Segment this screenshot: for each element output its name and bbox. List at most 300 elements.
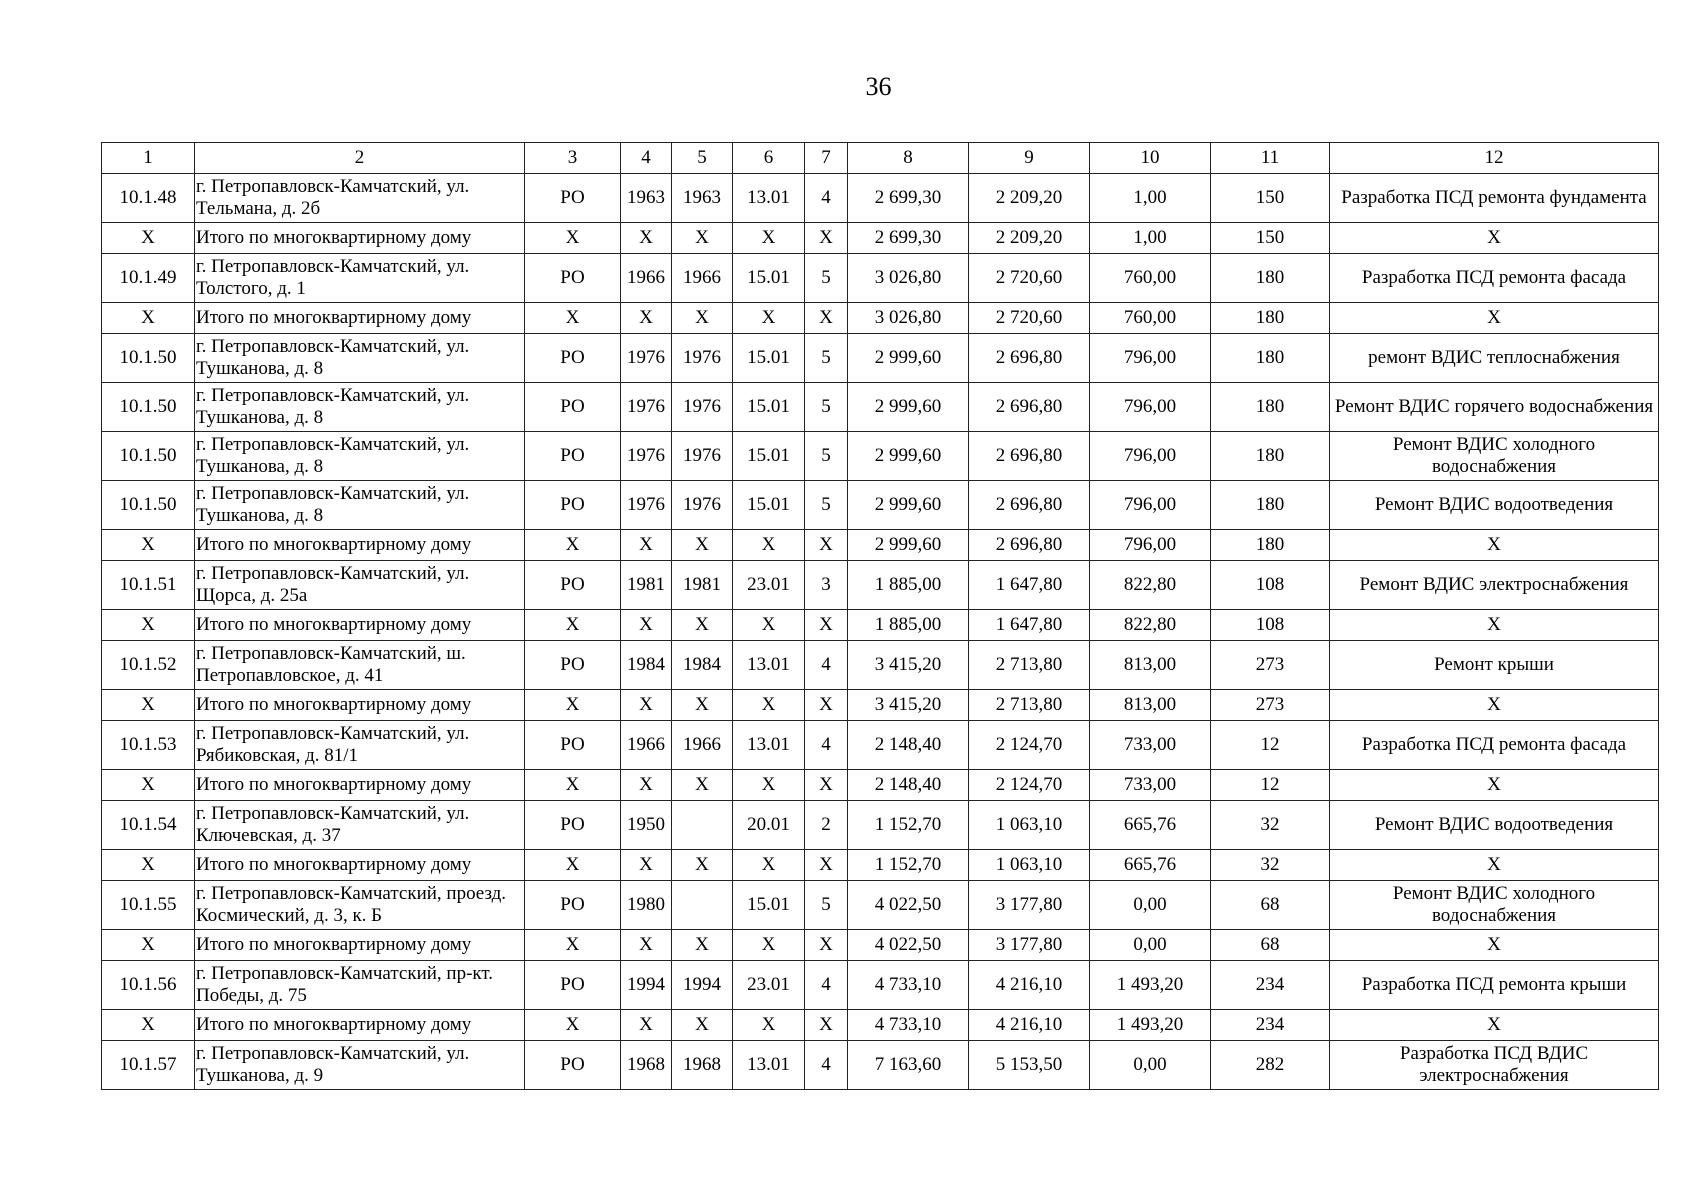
table-cell: X [805,1010,848,1041]
table-cell: 1984 [672,641,733,690]
table-cell: X [621,1010,672,1041]
table-cell: 1966 [621,721,672,770]
table-cell: X [733,770,805,801]
table-cell: РО [525,334,621,383]
table-cell: 10.1.56 [102,961,195,1010]
table-cell: 1950 [621,801,672,850]
table-cell: X [672,690,733,721]
table-cell: РО [525,881,621,930]
work-type-cell: Ремонт ВДИС водоотведения [1330,801,1659,850]
table-row [102,881,1659,930]
table-cell: 180 [1211,432,1330,481]
table-cell: 1 493,20 [1090,1010,1211,1041]
table-cell: 4 733,10 [848,1010,969,1041]
table-cell: 13.01 [733,721,805,770]
table-cell: X [525,223,621,254]
table-cell: 1976 [672,432,733,481]
table-cell: 2 696,80 [969,481,1090,530]
table-cell: X [525,1010,621,1041]
table-cell: X [733,850,805,881]
total-row [102,930,1659,961]
table-cell: 813,00 [1090,641,1211,690]
table-cell: X [733,690,805,721]
table-cell: X [805,850,848,881]
column-header: 4 [621,143,672,174]
table-cell: X [102,530,195,561]
address-cell: Итого по многоквартирному дому [195,770,525,801]
table-cell: X [672,850,733,881]
table-cell: 23.01 [733,561,805,610]
column-header: 10 [1090,143,1211,174]
table-header-row [102,143,1659,174]
address-cell: г. Петропавловск-Камчатский, ул. Тушканова, д. 8 [195,334,525,383]
column-header: 11 [1211,143,1330,174]
table-cell: 822,80 [1090,610,1211,641]
column-header: 9 [969,143,1090,174]
table-cell: X [525,850,621,881]
address-cell: Итого по многоквартирному дому [195,530,525,561]
work-type-cell: Ремонт ВДИС электроснабжения [1330,561,1659,610]
table-cell: 5 [805,334,848,383]
table-cell: X [805,530,848,561]
table-cell: X [672,303,733,334]
table-cell: 2 999,60 [848,383,969,432]
table-cell: 234 [1211,961,1330,1010]
total-row [102,303,1659,334]
table-cell: 7 163,60 [848,1041,969,1090]
table-cell: 108 [1211,561,1330,610]
table-cell: X [621,303,672,334]
table-cell: 2 720,60 [969,303,1090,334]
table-cell: РО [525,721,621,770]
table-cell: 0,00 [1090,930,1211,961]
table-cell: 32 [1211,801,1330,850]
table-cell: 1976 [672,481,733,530]
table-cell: 4 216,10 [969,1010,1090,1041]
table-cell: 1966 [621,254,672,303]
table-cell: X [525,930,621,961]
work-type-cell: Разработка ПСД ВДИС электроснабжения [1330,1041,1659,1090]
table-cell: 4 733,10 [848,961,969,1010]
table-cell: X [102,303,195,334]
table-cell: 1963 [672,174,733,223]
table-cell: 180 [1211,530,1330,561]
total-row [102,610,1659,641]
work-type-cell: ремонт ВДИС теплоснабжения [1330,334,1659,383]
table-cell: 1 647,80 [969,610,1090,641]
table-cell: 1 152,70 [848,850,969,881]
address-cell: г. Петропавловск-Камчатский, ул. Тушканова, д. 9 [195,1041,525,1090]
table-cell: 10.1.54 [102,801,195,850]
table-cell: 1981 [621,561,672,610]
table-cell: 32 [1211,850,1330,881]
table-cell: 10.1.50 [102,481,195,530]
table-cell: 1976 [621,334,672,383]
total-row [102,530,1659,561]
table-cell: X [525,530,621,561]
table-row [102,641,1659,690]
table-body [102,174,1659,1090]
table-cell: 5 [805,881,848,930]
table-cell: X [805,223,848,254]
table-cell: 1,00 [1090,174,1211,223]
table-cell: 822,80 [1090,561,1211,610]
table-cell: 273 [1211,690,1330,721]
table-cell: 2 696,80 [969,530,1090,561]
table-cell: 1 885,00 [848,561,969,610]
table-cell: 3 [805,561,848,610]
table-row [102,801,1659,850]
table-cell: 1966 [672,254,733,303]
table-cell: 15.01 [733,334,805,383]
table-cell: X [805,303,848,334]
table-cell: X [672,770,733,801]
table-cell: 5 153,50 [969,1041,1090,1090]
page-number: 36 [865,72,892,101]
table-cell: X [525,610,621,641]
table-cell: X [672,530,733,561]
table-cell: 10.1.53 [102,721,195,770]
table-cell: X [672,610,733,641]
table-cell: X [805,610,848,641]
table-cell: 2 713,80 [969,641,1090,690]
address-cell: г. Петропавловск-Камчатский, ул. Щорса, д. 25а [195,561,525,610]
table-cell: 23.01 [733,961,805,1010]
table-cell: РО [525,481,621,530]
table-row [102,174,1659,223]
table-cell [672,801,733,850]
table-cell: РО [525,254,621,303]
table-cell: 665,76 [1090,850,1211,881]
table-cell: X [621,610,672,641]
table-cell: 760,00 [1090,303,1211,334]
column-header: 5 [672,143,733,174]
table-cell: 796,00 [1090,481,1211,530]
table-cell: X [621,770,672,801]
table-cell: X [672,1010,733,1041]
column-header: 1 [102,143,195,174]
table-cell: 4 022,50 [848,881,969,930]
table-cell: 150 [1211,223,1330,254]
table-cell: 3 026,80 [848,254,969,303]
table-cell: X [621,530,672,561]
table-cell: 180 [1211,481,1330,530]
total-row [102,850,1659,881]
table-cell: 733,00 [1090,721,1211,770]
table-cell: 1976 [621,432,672,481]
table-cell: 2 696,80 [969,432,1090,481]
table-cell: 10.1.51 [102,561,195,610]
table-cell: 10.1.49 [102,254,195,303]
address-cell: г. Петропавловск-Камчатский, ул. Рябиковская, д. 81/1 [195,721,525,770]
table-cell: 15.01 [733,432,805,481]
table-cell: X [102,930,195,961]
work-type-cell: X [1330,850,1659,881]
table-cell: 2 999,60 [848,432,969,481]
table-cell: 1 063,10 [969,801,1090,850]
work-type-cell: Разработка ПСД ремонта фасада [1330,721,1659,770]
table-cell: 4 [805,1041,848,1090]
work-type-cell: Ремонт крыши [1330,641,1659,690]
column-header: 6 [733,143,805,174]
table-cell: 1 493,20 [1090,961,1211,1010]
table-cell: 282 [1211,1041,1330,1090]
table-cell: 10.1.50 [102,383,195,432]
table-cell: 4 [805,721,848,770]
table-row [102,334,1659,383]
table-cell: 3 026,80 [848,303,969,334]
table-cell: 180 [1211,303,1330,334]
table-cell: 1976 [621,481,672,530]
table-row [102,721,1659,770]
table-cell: 0,00 [1090,881,1211,930]
table-cell: 1 647,80 [969,561,1090,610]
table-cell: X [102,610,195,641]
work-type-cell: X [1330,303,1659,334]
table-cell: 2 999,60 [848,530,969,561]
table-cell: X [805,770,848,801]
table-cell: 665,76 [1090,801,1211,850]
table-cell: 10.1.57 [102,1041,195,1090]
column-header: 8 [848,143,969,174]
table-cell: X [621,930,672,961]
column-header: 7 [805,143,848,174]
table-cell: 2 699,30 [848,223,969,254]
table-cell: X [102,223,195,254]
address-cell: Итого по многоквартирному дому [195,1010,525,1041]
address-cell: Итого по многоквартирному дому [195,223,525,254]
column-header: 3 [525,143,621,174]
table-cell: 2 713,80 [969,690,1090,721]
table-cell: 13.01 [733,641,805,690]
table-cell: 5 [805,383,848,432]
table-cell: 2 124,70 [969,770,1090,801]
table-cell: 1 152,70 [848,801,969,850]
table-cell: 1963 [621,174,672,223]
table-cell: 4 [805,641,848,690]
table-cell: 733,00 [1090,770,1211,801]
table-cell: 4 [805,174,848,223]
table-cell: 760,00 [1090,254,1211,303]
table-cell: РО [525,1041,621,1090]
table-cell: X [102,850,195,881]
table-row [102,961,1659,1010]
address-cell: г. Петропавловск-Камчатский, ш. Петропавловское, д. 41 [195,641,525,690]
table-cell: 2 696,80 [969,334,1090,383]
address-cell: Итого по многоквартирному дому [195,610,525,641]
table-cell: 1994 [672,961,733,1010]
table-cell: 12 [1211,721,1330,770]
table-cell: 15.01 [733,254,805,303]
table-cell: 234 [1211,1010,1330,1041]
table-cell: X [805,690,848,721]
table-cell: 13.01 [733,1041,805,1090]
table-cell: X [733,1010,805,1041]
table-cell: X [102,770,195,801]
table-cell: РО [525,383,621,432]
table-cell: РО [525,961,621,1010]
table-cell: 1,00 [1090,223,1211,254]
table-cell: 20.01 [733,801,805,850]
table-cell: 4 022,50 [848,930,969,961]
work-type-cell: Ремонт ВДИС водоотведения [1330,481,1659,530]
table-cell: 5 [805,254,848,303]
address-cell: Итого по многоквартирному дому [195,690,525,721]
work-type-cell: Ремонт ВДИС холодного водоснабжения [1330,432,1659,481]
table-cell: РО [525,561,621,610]
table-cell: 2 209,20 [969,223,1090,254]
table-cell: 3 177,80 [969,881,1090,930]
table-cell: 180 [1211,383,1330,432]
table-cell: 796,00 [1090,334,1211,383]
table-cell: X [525,690,621,721]
address-cell: г. Петропавловск-Камчатский, ул. Тушканова, д. 8 [195,383,525,432]
address-cell: Итого по многоквартирному дому [195,850,525,881]
table-cell: РО [525,432,621,481]
table-cell: 10.1.50 [102,334,195,383]
total-row [102,690,1659,721]
table-cell: 273 [1211,641,1330,690]
address-cell: г. Петропавловск-Камчатский, ул. Тушканова, д. 8 [195,432,525,481]
table-cell: 1984 [621,641,672,690]
table-cell: X [672,930,733,961]
table-cell: 1976 [672,383,733,432]
table-cell: 3 415,20 [848,690,969,721]
table-row [102,481,1659,530]
table-cell: 5 [805,432,848,481]
work-type-cell: X [1330,690,1659,721]
table-cell: 10.1.55 [102,881,195,930]
table-cell: 2 148,40 [848,721,969,770]
table-cell: 180 [1211,254,1330,303]
table-cell: 0,00 [1090,1041,1211,1090]
table-cell: 12 [1211,770,1330,801]
table-cell: 68 [1211,881,1330,930]
work-type-cell: Ремонт ВДИС холодного водоснабжения [1330,881,1659,930]
work-type-cell: Разработка ПСД ремонта крыши [1330,961,1659,1010]
table-cell: 13.01 [733,174,805,223]
work-type-cell: X [1330,1010,1659,1041]
table-cell: 4 216,10 [969,961,1090,1010]
table-cell: X [621,690,672,721]
address-cell: г. Петропавловск-Камчатский, проезд. Космический, д. 3, к. Б [195,881,525,930]
work-type-cell: X [1330,610,1659,641]
address-cell: г. Петропавловск-Камчатский, ул. Ключевская, д. 37 [195,801,525,850]
table-cell: 150 [1211,174,1330,223]
table-cell: 2 209,20 [969,174,1090,223]
table-cell: РО [525,801,621,850]
table-cell: РО [525,174,621,223]
table-row [102,254,1659,303]
table-cell: РО [525,641,621,690]
table-cell: 796,00 [1090,383,1211,432]
table-cell: X [525,770,621,801]
table-cell: 1976 [672,334,733,383]
table-cell: 15.01 [733,881,805,930]
table-cell: 813,00 [1090,690,1211,721]
table-cell: X [733,530,805,561]
table-cell: 1968 [672,1041,733,1090]
table-cell: 1968 [621,1041,672,1090]
total-row [102,223,1659,254]
table-cell: 2 696,80 [969,383,1090,432]
table-cell: X [525,303,621,334]
table-cell: 1994 [621,961,672,1010]
work-type-cell: X [1330,930,1659,961]
work-type-cell: X [1330,223,1659,254]
table-cell: 2 999,60 [848,481,969,530]
table-cell: X [733,223,805,254]
table-cell: 1966 [672,721,733,770]
table-cell: 180 [1211,334,1330,383]
table-row [102,561,1659,610]
work-type-cell: Разработка ПСД ремонта фасада [1330,254,1659,303]
table-cell: 5 [805,481,848,530]
table-cell: 3 177,80 [969,930,1090,961]
work-schedule-table [101,142,1659,1090]
table-cell: X [621,223,672,254]
address-cell: г. Петропавловск-Камчатский, пр-кт. Победы, д. 75 [195,961,525,1010]
table-cell: 2 999,60 [848,334,969,383]
address-cell: Итого по многоквартирному дому [195,930,525,961]
total-row [102,770,1659,801]
address-cell: г. Петропавловск-Камчатский, ул. Тельмана, д. 2б [195,174,525,223]
table-cell: 10.1.52 [102,641,195,690]
column-header: 12 [1330,143,1659,174]
table-cell: 1981 [672,561,733,610]
table-cell: X [733,930,805,961]
work-type-cell: Ремонт ВДИС горячего водоснабжения [1330,383,1659,432]
table-cell: 2 [805,801,848,850]
table-cell [672,881,733,930]
table-cell: 2 720,60 [969,254,1090,303]
table-row [102,432,1659,481]
table-cell: 796,00 [1090,432,1211,481]
address-cell: г. Петропавловск-Камчатский, ул. Тушканова, д. 8 [195,481,525,530]
work-type-cell: X [1330,530,1659,561]
table-cell: 2 148,40 [848,770,969,801]
table-cell: 15.01 [733,481,805,530]
table-cell: X [621,850,672,881]
table-cell: 108 [1211,610,1330,641]
table-cell: 2 699,30 [848,174,969,223]
table-cell: 1 885,00 [848,610,969,641]
table-cell: 68 [1211,930,1330,961]
table-cell: 1976 [621,383,672,432]
table-cell: X [805,930,848,961]
table-cell: X [102,1010,195,1041]
table-cell: X [102,690,195,721]
table-cell: X [672,223,733,254]
table-cell: 1 063,10 [969,850,1090,881]
table-cell: 3 415,20 [848,641,969,690]
work-type-cell: Разработка ПСД ремонта фундамента [1330,174,1659,223]
work-type-cell: X [1330,770,1659,801]
table-cell: 10.1.50 [102,432,195,481]
table-cell: 796,00 [1090,530,1211,561]
table-cell: X [733,610,805,641]
table-cell: 4 [805,961,848,1010]
address-cell: Итого по многоквартирному дому [195,303,525,334]
total-row [102,1010,1659,1041]
column-header: 2 [195,143,525,174]
table-row [102,383,1659,432]
table-row [102,1041,1659,1090]
address-cell: г. Петропавловск-Камчатский, ул. Толстого, д. 1 [195,254,525,303]
table-cell: X [733,303,805,334]
table-cell: 2 124,70 [969,721,1090,770]
table-cell: 15.01 [733,383,805,432]
